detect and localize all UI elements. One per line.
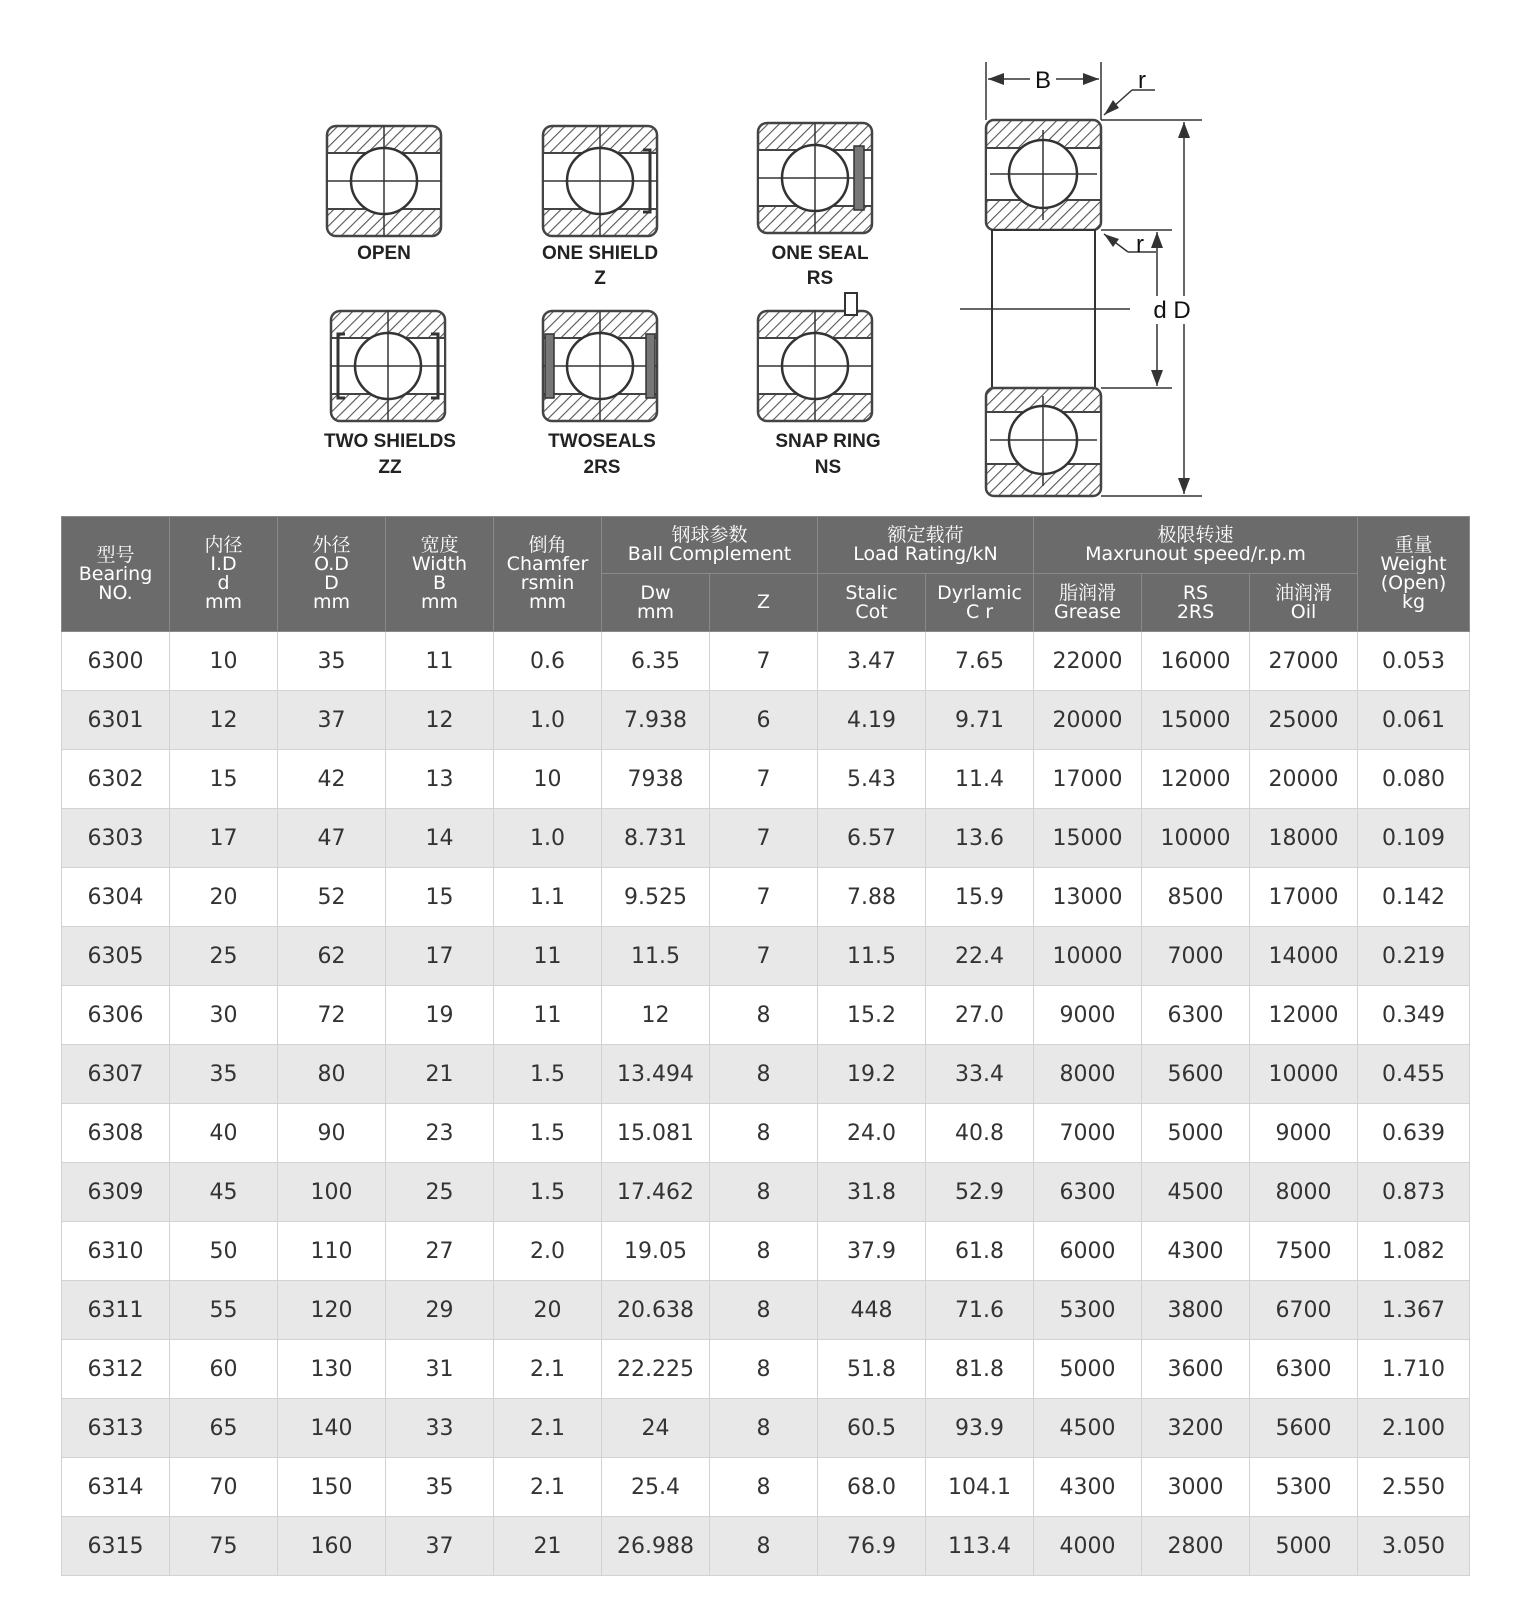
cell-ball-dw: 12 <box>602 986 710 1045</box>
cell-bearing-no: 6307 <box>62 1045 170 1104</box>
cell-od: 37 <box>278 691 386 750</box>
cell-speed-rs: 4300 <box>1142 1222 1250 1281</box>
bearing-type-name: TWO SHIELDS <box>324 431 456 452</box>
cell-ball-z: 8 <box>710 986 818 1045</box>
cell-chamfer: 10 <box>494 750 602 809</box>
bearing-type-name: TWOSEALS <box>548 431 656 452</box>
cell-ball-z: 6 <box>710 691 818 750</box>
cell-width: 15 <box>386 868 494 927</box>
cell-ball-dw: 17.462 <box>602 1163 710 1222</box>
cell-load-static: 4.19 <box>818 691 926 750</box>
cell-load-static: 24.0 <box>818 1104 926 1163</box>
cell-weight: 2.100 <box>1358 1399 1470 1458</box>
cell-bearing-no: 6315 <box>62 1517 170 1576</box>
cell-ball-dw: 11.5 <box>602 927 710 986</box>
cell-speed-grease: 10000 <box>1034 927 1142 986</box>
cell-chamfer: 2.1 <box>494 1340 602 1399</box>
cell-chamfer: 2.0 <box>494 1222 602 1281</box>
bearing-types-diagram <box>0 0 1528 510</box>
header-weight: 重量 Weight (Open) kg <box>1358 517 1470 632</box>
table-row <box>62 1517 1470 1576</box>
cell-od: 130 <box>278 1340 386 1399</box>
cell-od: 72 <box>278 986 386 1045</box>
cell-weight: 0.219 <box>1358 927 1470 986</box>
cell-speed-oil: 8000 <box>1250 1163 1358 1222</box>
cell-ball-dw: 15.081 <box>602 1104 710 1163</box>
table-row <box>62 809 1470 868</box>
cell-load-static: 31.8 <box>818 1163 926 1222</box>
width-dimension-label: B <box>1034 67 1052 94</box>
cell-chamfer: 0.6 <box>494 632 602 691</box>
cell-width: 12 <box>386 691 494 750</box>
cell-width: 37 <box>386 1517 494 1576</box>
cell-speed-grease: 6000 <box>1034 1222 1142 1281</box>
cell-ball-z: 8 <box>710 1281 818 1340</box>
cell-od: 42 <box>278 750 386 809</box>
cell-ball-z: 8 <box>710 1045 818 1104</box>
table-row <box>62 632 1470 691</box>
cell-weight: 0.639 <box>1358 1104 1470 1163</box>
cell-ball-z: 8 <box>710 1458 818 1517</box>
cell-chamfer: 1.5 <box>494 1104 602 1163</box>
cell-id: 35 <box>170 1045 278 1104</box>
cell-speed-grease: 4300 <box>1034 1458 1142 1517</box>
cell-od: 35 <box>278 632 386 691</box>
cell-ball-z: 7 <box>710 927 818 986</box>
cell-od: 100 <box>278 1163 386 1222</box>
cell-load-static: 51.8 <box>818 1340 926 1399</box>
cell-speed-oil: 25000 <box>1250 691 1358 750</box>
cell-bearing-no: 6303 <box>62 809 170 868</box>
cell-od: 90 <box>278 1104 386 1163</box>
cell-id: 45 <box>170 1163 278 1222</box>
cell-ball-dw: 19.05 <box>602 1222 710 1281</box>
cell-bearing-no: 6304 <box>62 868 170 927</box>
cell-bearing-no: 6301 <box>62 691 170 750</box>
cell-speed-rs: 12000 <box>1142 750 1250 809</box>
cell-ball-z: 8 <box>710 1163 818 1222</box>
cell-weight: 1.367 <box>1358 1281 1470 1340</box>
cell-id: 20 <box>170 868 278 927</box>
cell-weight: 0.142 <box>1358 868 1470 927</box>
cell-ball-dw: 6.35 <box>602 632 710 691</box>
cell-width: 13 <box>386 750 494 809</box>
bearing-type-code: RS <box>806 268 834 289</box>
cell-speed-oil: 5000 <box>1250 1517 1358 1576</box>
table-row <box>62 1340 1470 1399</box>
cell-speed-grease: 13000 <box>1034 868 1142 927</box>
cell-speed-grease: 20000 <box>1034 691 1142 750</box>
cell-speed-oil: 9000 <box>1250 1104 1358 1163</box>
bearing-type-name: SNAP RING <box>775 431 881 452</box>
cell-ball-dw: 25.4 <box>602 1458 710 1517</box>
cell-ball-z: 8 <box>710 1517 818 1576</box>
header-load-rating: 额定载荷 Load Rating/kN <box>818 517 1034 574</box>
cell-speed-grease: 8000 <box>1034 1045 1142 1104</box>
cell-load-dynamic: 13.6 <box>926 809 1034 868</box>
cell-chamfer: 11 <box>494 986 602 1045</box>
cell-load-dynamic: 15.9 <box>926 868 1034 927</box>
cell-load-dynamic: 22.4 <box>926 927 1034 986</box>
cell-speed-grease: 15000 <box>1034 809 1142 868</box>
cell-weight: 0.349 <box>1358 986 1470 1045</box>
cell-load-static: 448 <box>818 1281 926 1340</box>
cell-speed-oil: 18000 <box>1250 809 1358 868</box>
cell-id: 65 <box>170 1399 278 1458</box>
cell-bearing-no: 6302 <box>62 750 170 809</box>
header-speed-rs: RS 2RS <box>1142 574 1250 632</box>
cell-width: 23 <box>386 1104 494 1163</box>
header-ball-dw: Dw mm <box>602 574 710 632</box>
cell-speed-grease: 5300 <box>1034 1281 1142 1340</box>
cell-weight: 1.082 <box>1358 1222 1470 1281</box>
cell-od: 140 <box>278 1399 386 1458</box>
bore-outer-diameter-label: d D <box>1153 297 1191 324</box>
cell-load-dynamic: 33.4 <box>926 1045 1034 1104</box>
cell-load-static: 11.5 <box>818 927 926 986</box>
bearing-type-code: ZZ <box>378 457 402 478</box>
cell-id: 40 <box>170 1104 278 1163</box>
cell-speed-rs: 5600 <box>1142 1045 1250 1104</box>
cell-id: 30 <box>170 986 278 1045</box>
cell-chamfer: 1.0 <box>494 691 602 750</box>
bearing-type-name: ONE SEAL <box>771 243 869 264</box>
cell-load-dynamic: 11.4 <box>926 750 1034 809</box>
bearing-type-code: Z <box>594 268 606 289</box>
header-load-dynamic: Dyrlamic C r <box>926 574 1034 632</box>
cell-ball-dw: 22.225 <box>602 1340 710 1399</box>
cell-width: 27 <box>386 1222 494 1281</box>
cell-load-static: 6.57 <box>818 809 926 868</box>
cell-speed-rs: 3800 <box>1142 1281 1250 1340</box>
cell-weight: 1.710 <box>1358 1340 1470 1399</box>
cell-weight: 0.109 <box>1358 809 1470 868</box>
cell-speed-rs: 6300 <box>1142 986 1250 1045</box>
cell-ball-dw: 9.525 <box>602 868 710 927</box>
cell-width: 19 <box>386 986 494 1045</box>
cell-speed-rs: 5000 <box>1142 1104 1250 1163</box>
cell-load-static: 76.9 <box>818 1517 926 1576</box>
cell-chamfer: 1.0 <box>494 809 602 868</box>
header-chamfer: 倒角 Chamfer rsmin mm <box>494 517 602 632</box>
header-bearing-no: 型号 Bearing NO. <box>62 517 170 632</box>
cell-width: 17 <box>386 927 494 986</box>
table-row <box>62 1222 1470 1281</box>
cell-speed-oil: 27000 <box>1250 632 1358 691</box>
cell-width: 25 <box>386 1163 494 1222</box>
cell-ball-z: 7 <box>710 750 818 809</box>
header-max-speed: 极限转速 Maxrunout speed/r.p.m <box>1034 517 1358 574</box>
cell-width: 31 <box>386 1340 494 1399</box>
cell-ball-dw: 13.494 <box>602 1045 710 1104</box>
cell-od: 62 <box>278 927 386 986</box>
table-row <box>62 927 1470 986</box>
cell-load-static: 5.43 <box>818 750 926 809</box>
cell-speed-oil: 10000 <box>1250 1045 1358 1104</box>
cell-chamfer: 1.5 <box>494 1163 602 1222</box>
cell-id: 50 <box>170 1222 278 1281</box>
table-row <box>62 1281 1470 1340</box>
cell-speed-grease: 22000 <box>1034 632 1142 691</box>
cell-bearing-no: 6310 <box>62 1222 170 1281</box>
bearing-type-code: NS <box>814 457 842 478</box>
table-header-row <box>62 517 1470 574</box>
radius-inner-label: r <box>1136 231 1144 258</box>
cell-weight: 0.053 <box>1358 632 1470 691</box>
cell-weight: 0.061 <box>1358 691 1470 750</box>
cell-ball-z: 8 <box>710 1104 818 1163</box>
cell-speed-rs: 3200 <box>1142 1399 1250 1458</box>
cell-chamfer: 2.1 <box>494 1399 602 1458</box>
cell-load-dynamic: 40.8 <box>926 1104 1034 1163</box>
bearing-type-name: ONE SHIELD <box>541 243 659 264</box>
header-id: 内径 I.D d mm <box>170 517 278 632</box>
bearing-two-shields-icon <box>324 311 456 478</box>
cell-ball-z: 7 <box>710 868 818 927</box>
cell-chamfer: 20 <box>494 1281 602 1340</box>
cell-od: 47 <box>278 809 386 868</box>
cell-ball-z: 7 <box>710 809 818 868</box>
cell-load-dynamic: 7.65 <box>926 632 1034 691</box>
cell-width: 29 <box>386 1281 494 1340</box>
cell-weight: 3.050 <box>1358 1517 1470 1576</box>
cell-speed-rs: 16000 <box>1142 632 1250 691</box>
cell-speed-rs: 2800 <box>1142 1517 1250 1576</box>
cell-ball-z: 8 <box>710 1340 818 1399</box>
table-row <box>62 986 1470 1045</box>
cell-speed-rs: 7000 <box>1142 927 1250 986</box>
cell-weight: 0.080 <box>1358 750 1470 809</box>
cell-width: 21 <box>386 1045 494 1104</box>
bearing-one-shield-icon <box>542 126 658 289</box>
cell-ball-dw: 8.731 <box>602 809 710 868</box>
cell-speed-rs: 4500 <box>1142 1163 1250 1222</box>
cell-bearing-no: 6312 <box>62 1340 170 1399</box>
cell-load-dynamic: 9.71 <box>926 691 1034 750</box>
cell-speed-oil: 6700 <box>1250 1281 1358 1340</box>
cell-id: 25 <box>170 927 278 986</box>
cell-bearing-no: 6305 <box>62 927 170 986</box>
cell-id: 15 <box>170 750 278 809</box>
cell-od: 120 <box>278 1281 386 1340</box>
cell-ball-z: 7 <box>710 632 818 691</box>
cell-od: 110 <box>278 1222 386 1281</box>
table-row <box>62 1104 1470 1163</box>
cell-bearing-no: 6308 <box>62 1104 170 1163</box>
cell-load-dynamic: 52.9 <box>926 1163 1034 1222</box>
table-row <box>62 691 1470 750</box>
table-row <box>62 750 1470 809</box>
table-row <box>62 1458 1470 1517</box>
header-load-static: Stalic Cot <box>818 574 926 632</box>
bearing-type-name: OPEN <box>357 243 411 264</box>
cell-bearing-no: 6313 <box>62 1399 170 1458</box>
cell-speed-rs: 15000 <box>1142 691 1250 750</box>
cell-speed-oil: 5300 <box>1250 1458 1358 1517</box>
cell-bearing-no: 6314 <box>62 1458 170 1517</box>
table-row <box>62 1163 1470 1222</box>
cell-width: 14 <box>386 809 494 868</box>
header-width: 宽度 Width B mm <box>386 517 494 632</box>
cell-bearing-no: 6300 <box>62 632 170 691</box>
cell-speed-grease: 4000 <box>1034 1517 1142 1576</box>
cell-load-static: 68.0 <box>818 1458 926 1517</box>
bearing-one-seal-icon <box>758 123 872 289</box>
cell-load-static: 37.9 <box>818 1222 926 1281</box>
cell-bearing-no: 6306 <box>62 986 170 1045</box>
cell-ball-dw: 26.988 <box>602 1517 710 1576</box>
cell-od: 52 <box>278 868 386 927</box>
cell-id: 12 <box>170 691 278 750</box>
cell-od: 160 <box>278 1517 386 1576</box>
cell-speed-rs: 10000 <box>1142 809 1250 868</box>
cell-id: 70 <box>170 1458 278 1517</box>
cell-load-static: 7.88 <box>818 868 926 927</box>
bearing-cross-section <box>960 62 1202 496</box>
cell-chamfer: 1.5 <box>494 1045 602 1104</box>
header-od: 外径 O.D D mm <box>278 517 386 632</box>
header-ball-complement: 钢球参数 Ball Complement <box>602 517 818 574</box>
cell-ball-dw: 24 <box>602 1399 710 1458</box>
cell-speed-oil: 6300 <box>1250 1340 1358 1399</box>
cell-width: 11 <box>386 632 494 691</box>
radius-label: r <box>1138 67 1146 94</box>
cell-load-dynamic: 113.4 <box>926 1517 1034 1576</box>
cell-od: 150 <box>278 1458 386 1517</box>
cell-width: 33 <box>386 1399 494 1458</box>
cell-speed-grease: 17000 <box>1034 750 1142 809</box>
cell-speed-rs: 3600 <box>1142 1340 1250 1399</box>
cell-load-static: 60.5 <box>818 1399 926 1458</box>
cell-weight: 2.550 <box>1358 1458 1470 1517</box>
cell-load-static: 3.47 <box>818 632 926 691</box>
cell-speed-oil: 5600 <box>1250 1399 1358 1458</box>
cell-speed-oil: 12000 <box>1250 986 1358 1045</box>
cell-speed-grease: 5000 <box>1034 1340 1142 1399</box>
cell-bearing-no: 6309 <box>62 1163 170 1222</box>
cell-chamfer: 2.1 <box>494 1458 602 1517</box>
table-row <box>62 1045 1470 1104</box>
cell-speed-grease: 7000 <box>1034 1104 1142 1163</box>
header-speed-oil: 油润滑 Oil <box>1250 574 1358 632</box>
cell-speed-oil: 17000 <box>1250 868 1358 927</box>
cell-ball-dw: 7938 <box>602 750 710 809</box>
cell-chamfer: 21 <box>494 1517 602 1576</box>
cell-od: 80 <box>278 1045 386 1104</box>
cell-ball-dw: 20.638 <box>602 1281 710 1340</box>
cell-ball-dw: 7.938 <box>602 691 710 750</box>
cell-id: 75 <box>170 1517 278 1576</box>
cell-id: 55 <box>170 1281 278 1340</box>
bearing-spec-table <box>61 516 1470 1576</box>
cell-load-dynamic: 61.8 <box>926 1222 1034 1281</box>
cell-weight: 0.873 <box>1358 1163 1470 1222</box>
header-speed-grease: 脂润滑 Grease <box>1034 574 1142 632</box>
cell-chamfer: 1.1 <box>494 868 602 927</box>
cell-id: 10 <box>170 632 278 691</box>
cell-speed-grease: 9000 <box>1034 986 1142 1045</box>
cell-load-dynamic: 81.8 <box>926 1340 1034 1399</box>
cell-ball-z: 8 <box>710 1222 818 1281</box>
cell-id: 60 <box>170 1340 278 1399</box>
cell-load-dynamic: 104.1 <box>926 1458 1034 1517</box>
cell-speed-rs: 8500 <box>1142 868 1250 927</box>
bearing-two-seals-icon <box>543 311 657 478</box>
cell-load-dynamic: 93.9 <box>926 1399 1034 1458</box>
cell-speed-rs: 3000 <box>1142 1458 1250 1517</box>
cell-load-dynamic: 71.6 <box>926 1281 1034 1340</box>
cell-speed-grease: 4500 <box>1034 1399 1142 1458</box>
cell-speed-oil: 7500 <box>1250 1222 1358 1281</box>
bearing-snap-ring-icon <box>758 293 881 478</box>
cell-bearing-no: 6311 <box>62 1281 170 1340</box>
cell-load-static: 19.2 <box>818 1045 926 1104</box>
cell-width: 35 <box>386 1458 494 1517</box>
cell-load-dynamic: 27.0 <box>926 986 1034 1045</box>
cell-weight: 0.455 <box>1358 1045 1470 1104</box>
bearing-type-code: 2RS <box>583 457 621 478</box>
cell-chamfer: 11 <box>494 927 602 986</box>
cell-speed-grease: 6300 <box>1034 1163 1142 1222</box>
cell-speed-oil: 14000 <box>1250 927 1358 986</box>
table-row <box>62 868 1470 927</box>
header-ball-z: Z <box>710 574 818 632</box>
cell-speed-oil: 20000 <box>1250 750 1358 809</box>
table-row <box>62 1399 1470 1458</box>
bearing-open-icon <box>327 126 441 264</box>
cell-ball-z: 8 <box>710 1399 818 1458</box>
cell-id: 17 <box>170 809 278 868</box>
cell-load-static: 15.2 <box>818 986 926 1045</box>
